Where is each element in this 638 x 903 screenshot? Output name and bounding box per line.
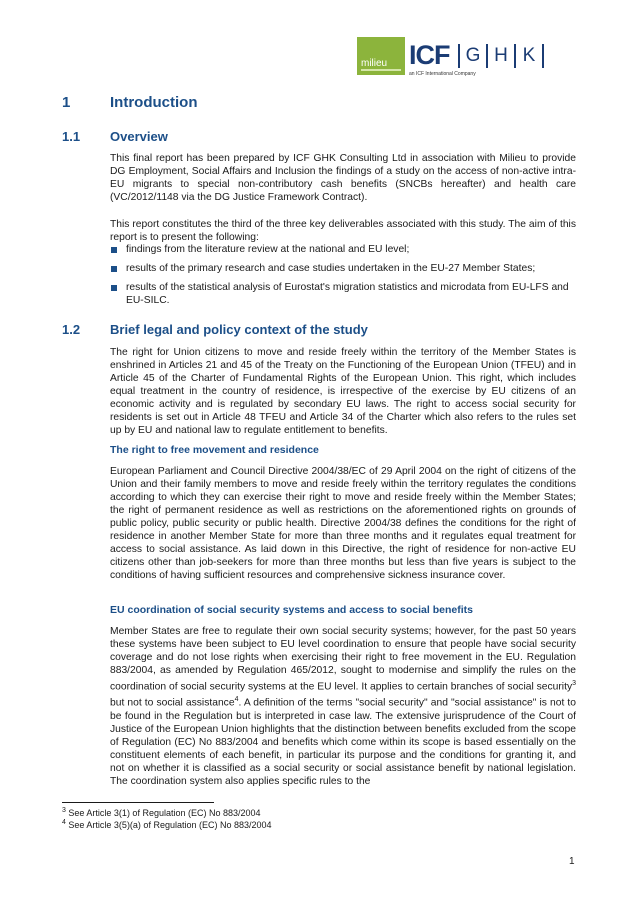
section-title: Overview (110, 129, 168, 144)
milieu-logo-bar (361, 69, 401, 71)
section-number: 1.2 (62, 322, 81, 337)
list-item: results of the primary research and case studies undertaken in the EU-27 Member States; (110, 262, 576, 275)
footnote: $^4$ See Article 3(5)(a) of Regulation (EC) No 883/2004 (62, 819, 272, 830)
milieu-logo-text: milieu (361, 58, 388, 69)
ghk-logo-letter: G (458, 44, 486, 68)
ghk-logo (458, 44, 544, 68)
section-title: Introduction (110, 94, 198, 111)
overview-paragraph-2: This report constitutes the third of the three key deliverables associated with this study. The aim of this report is to present the following: (110, 219, 576, 243)
footnote: $^3$ See Article 3(1) of Regulation (EC) No 883/2004 (62, 807, 261, 818)
icf-logo: ICF (409, 40, 450, 70)
list-item: findings from the literature review at the national and EU level; (110, 243, 576, 256)
bullet-square-icon (111, 247, 117, 253)
bullet-square-icon (111, 266, 117, 272)
ghk-logo-letter: K (514, 44, 544, 68)
footnote-ref[interactable]: 3 (572, 680, 576, 687)
free-movement-paragraph: European Parliament and Council Directive 2004/38/EC of 29 April 2004 on the right of citizens of the Union and their family members to move and reside freely within the territory regulates the conditions according to which they can exercise their right to move and reside freely within the Member States; the right of permanent residence as well as restrictions on the aforementioned rights on grounds of public policy, public security or public health. Directive 2004/38 defines the conditions for the right of residence in another Member State for more than three months and it regulates equal treatment for access to social assistance. As laid down in this Directive, the right of residence for non-active EU citizens other than job-seekers for more than three months but less than five years is subject to the conditions of having sufficient resources and comprehensive sickness insurance cover. (110, 466, 576, 581)
footnote-ref[interactable]: 4 (234, 696, 239, 704)
section-title: Brief legal and policy context of the study (110, 322, 368, 337)
subheading-free-movement: The right to free movement and residence (110, 444, 319, 456)
footnote-divider (62, 802, 214, 803)
bullet-square-icon (111, 285, 117, 291)
legal-context-paragraph: The right for Union citizens to move and reside freely within the territory of the Member States is enshrined in Articles 21 and 45 of the Treaty on the Functioning of the European Union (TFEU) and in Article 45 of the Charter of Fundamental Rights of the European Union. This right, which includes equal treatment in the country of residence, is irrespective of the exercise by EU citizens of an economic activity and is regulated by secondary EU laws. The right to access social security for residents is set out in Article 48 TFEU and Article 34 of the Charter which also refers to the rules set up by EU and national law to regulate entitlement to benefits. (110, 347, 576, 436)
milieu-logo (357, 37, 405, 75)
ghk-logo-letter: H (486, 44, 514, 68)
social-security-paragraph: Member States are free to regulate their own social security systems; however, for the past 50 years these systems have been subject to EU level coordination to ensure that people have social security coverage and do not lose rights when exercising their right to free movement in the EU. Regulation 883/2004, as amended by Regulation 465/2012, sought to modernise and simplify the rules on the coordination of social security systems at the EU level. It applies to certain branches of social security$^3$ but not to social assistance$^4$. A definition of the terms "social security" and "social assistance" is not to be found in the Regulation but is interpreted in case law. The extensive jurisprudence of the Court of Justice of the European Union highlights that the distinction between benefits excluded from the scope of Regulation (EC) No 883/2004 and benefits which come within its scope is based essentially on the constituent elements of each benefit, in particular its purpose and the conditions for granting it, and not on whether it is classified as a social security or social assistance benefit by national legislation. The coordination system also applies specific rules to the (110, 626, 577, 787)
subheading-social-security: EU coordination of social security systems and access to social benefits (110, 604, 473, 616)
section-number: 1 (62, 94, 71, 111)
overview-paragraph-1: This final report has been prepared by ICF GHK Consulting Ltd in association with Milieu to provide DG Employment, Social Affairs and Inclusion the findings of a study on the access of non-active intra-EU migrants to special non-contributory cash benefits (SNCBs hereafter) and health care (VC/2012/1148 via the DG Justice Framework Contract). (110, 153, 576, 203)
deliverables-list (110, 243, 576, 313)
page-number: 1 (569, 856, 575, 867)
section-number: 1.1 (62, 129, 81, 144)
icf-logo-subtitle: an ICF International Company (409, 71, 476, 77)
list-item: results of the statistical analysis of Eurostat's migration statistics and microdata from EU-LFS and EU-SILC. (110, 281, 576, 307)
